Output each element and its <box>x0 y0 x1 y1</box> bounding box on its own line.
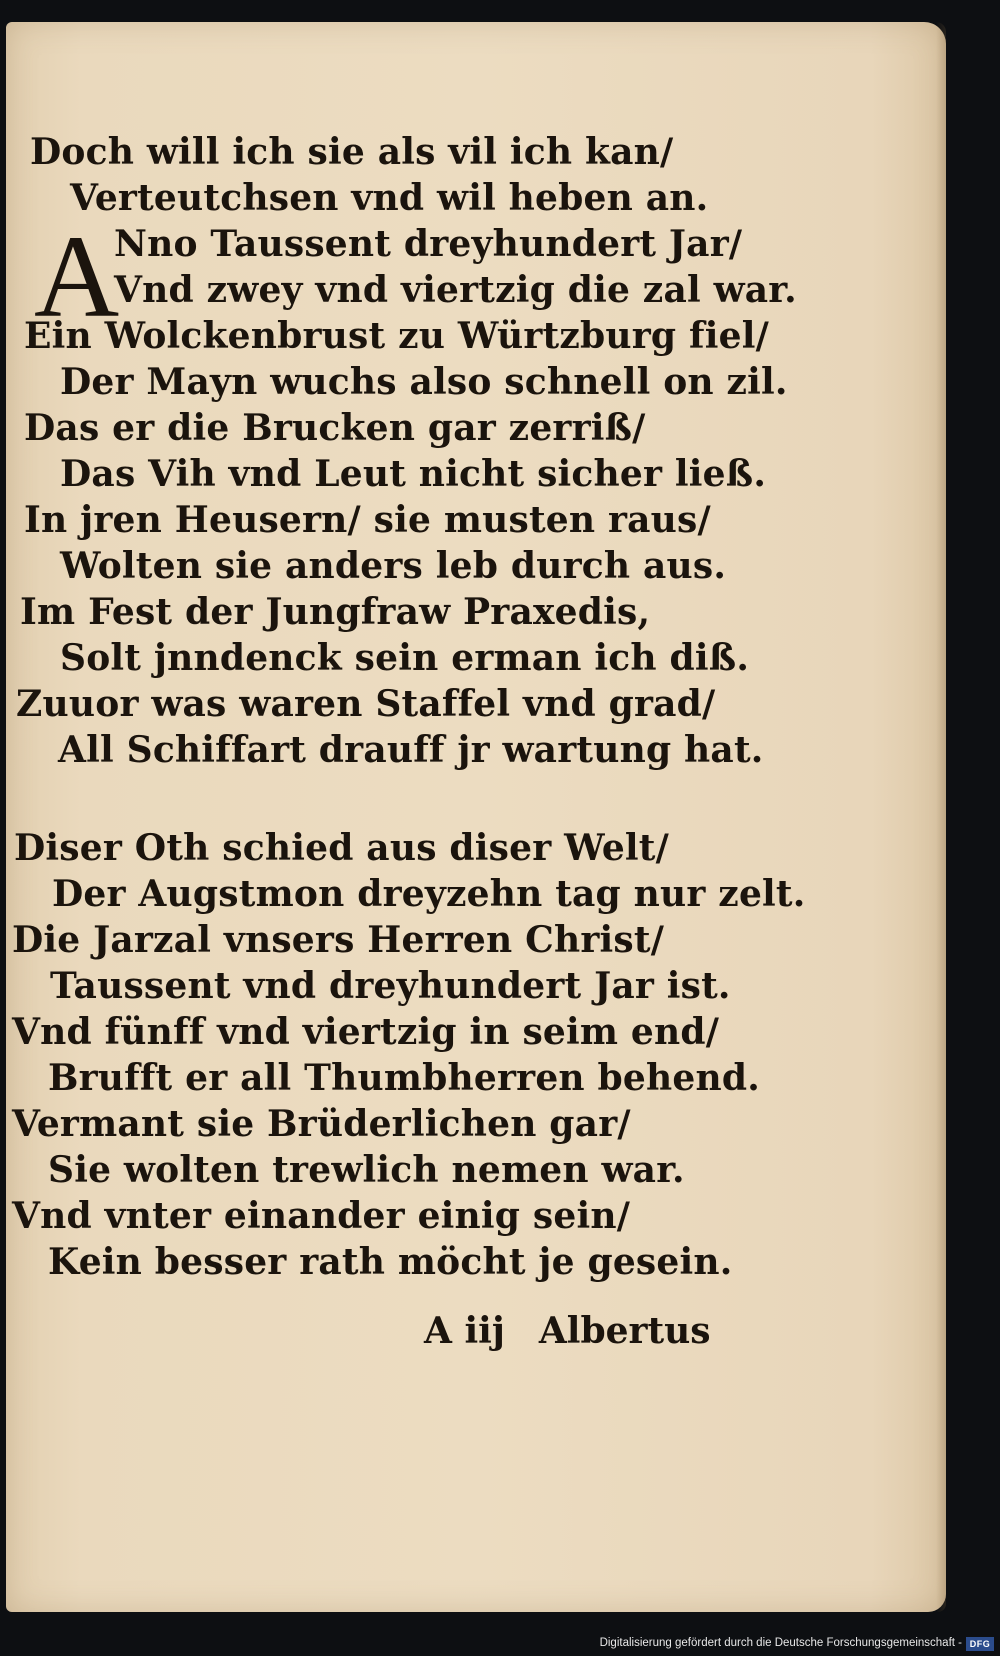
signature-mark: A iij <box>424 1310 505 1352</box>
verse-line: Doch will ich sie als vil ich kan/ <box>30 131 674 173</box>
verse-line: Vnd fünff vnd viertzig in seim end/ <box>12 1011 720 1053</box>
verse-line: In jren Heusern/ sie musten raus/ <box>24 499 711 541</box>
verse-line: Die Jarzal vnsers Herren Christ/ <box>12 919 665 961</box>
verse-line: Wolten sie anders leb durch aus. <box>60 545 727 587</box>
paper-leaf <box>6 22 946 1612</box>
verse-line: Der Augstmon dreyzehn tag nur zelt. <box>52 873 806 915</box>
verse-line: Nno Taussent dreyhundert Jar/ <box>114 223 743 265</box>
page-bottom-marks <box>424 1310 711 1352</box>
verse-line: Kein besser rath möcht je gesein. <box>48 1241 733 1283</box>
verse-line: Vnd vnter einander einig sein/ <box>12 1195 631 1237</box>
catchword: Albertus <box>538 1310 711 1352</box>
verse-line: All Schiffart drauff jr wartung hat. <box>58 729 764 771</box>
digitization-credit: Digitalisierung gefördert durch die Deutsche Forschungsgemeinschaft - <box>599 1637 962 1649</box>
verse-line: Im Fest der Jungfraw Praxedis, <box>20 591 651 633</box>
verse-line: Das Vih vnd Leut nicht sicher ließ. <box>60 453 767 495</box>
verse-line: Der Mayn wuchs also schnell on zil. <box>60 361 788 403</box>
verse-line: Das er die Brucken gar zerriß/ <box>24 407 646 449</box>
dfg-logo: DFG <box>966 1637 994 1651</box>
verse-line: Zuuor was waren Staffel vnd grad/ <box>16 683 716 725</box>
verse-line: Diser Oth schied aus diser Welt/ <box>14 827 669 869</box>
drop-cap-initial: A <box>34 211 120 342</box>
verse-line: Verteutchsen vnd wil heben an. <box>70 177 709 219</box>
verse-text <box>6 22 946 1612</box>
verse-line: Taussent vnd dreyhundert Jar ist. <box>50 965 731 1007</box>
verse-line: Solt jnndenck sein erman ich diß. <box>60 637 750 679</box>
verse-line: Vermant sie Brüderlichen gar/ <box>12 1103 631 1145</box>
verse-line: Brufft er all Thumbherren behend. <box>48 1057 760 1099</box>
verse-line: Sie wolten trewlich nemen war. <box>48 1149 685 1191</box>
verse-line: Ein Wolckenbrust zu Würtzburg fiel/ <box>24 315 769 357</box>
verse-line: Vnd zwey vnd viertzig die zal war. <box>114 269 797 311</box>
